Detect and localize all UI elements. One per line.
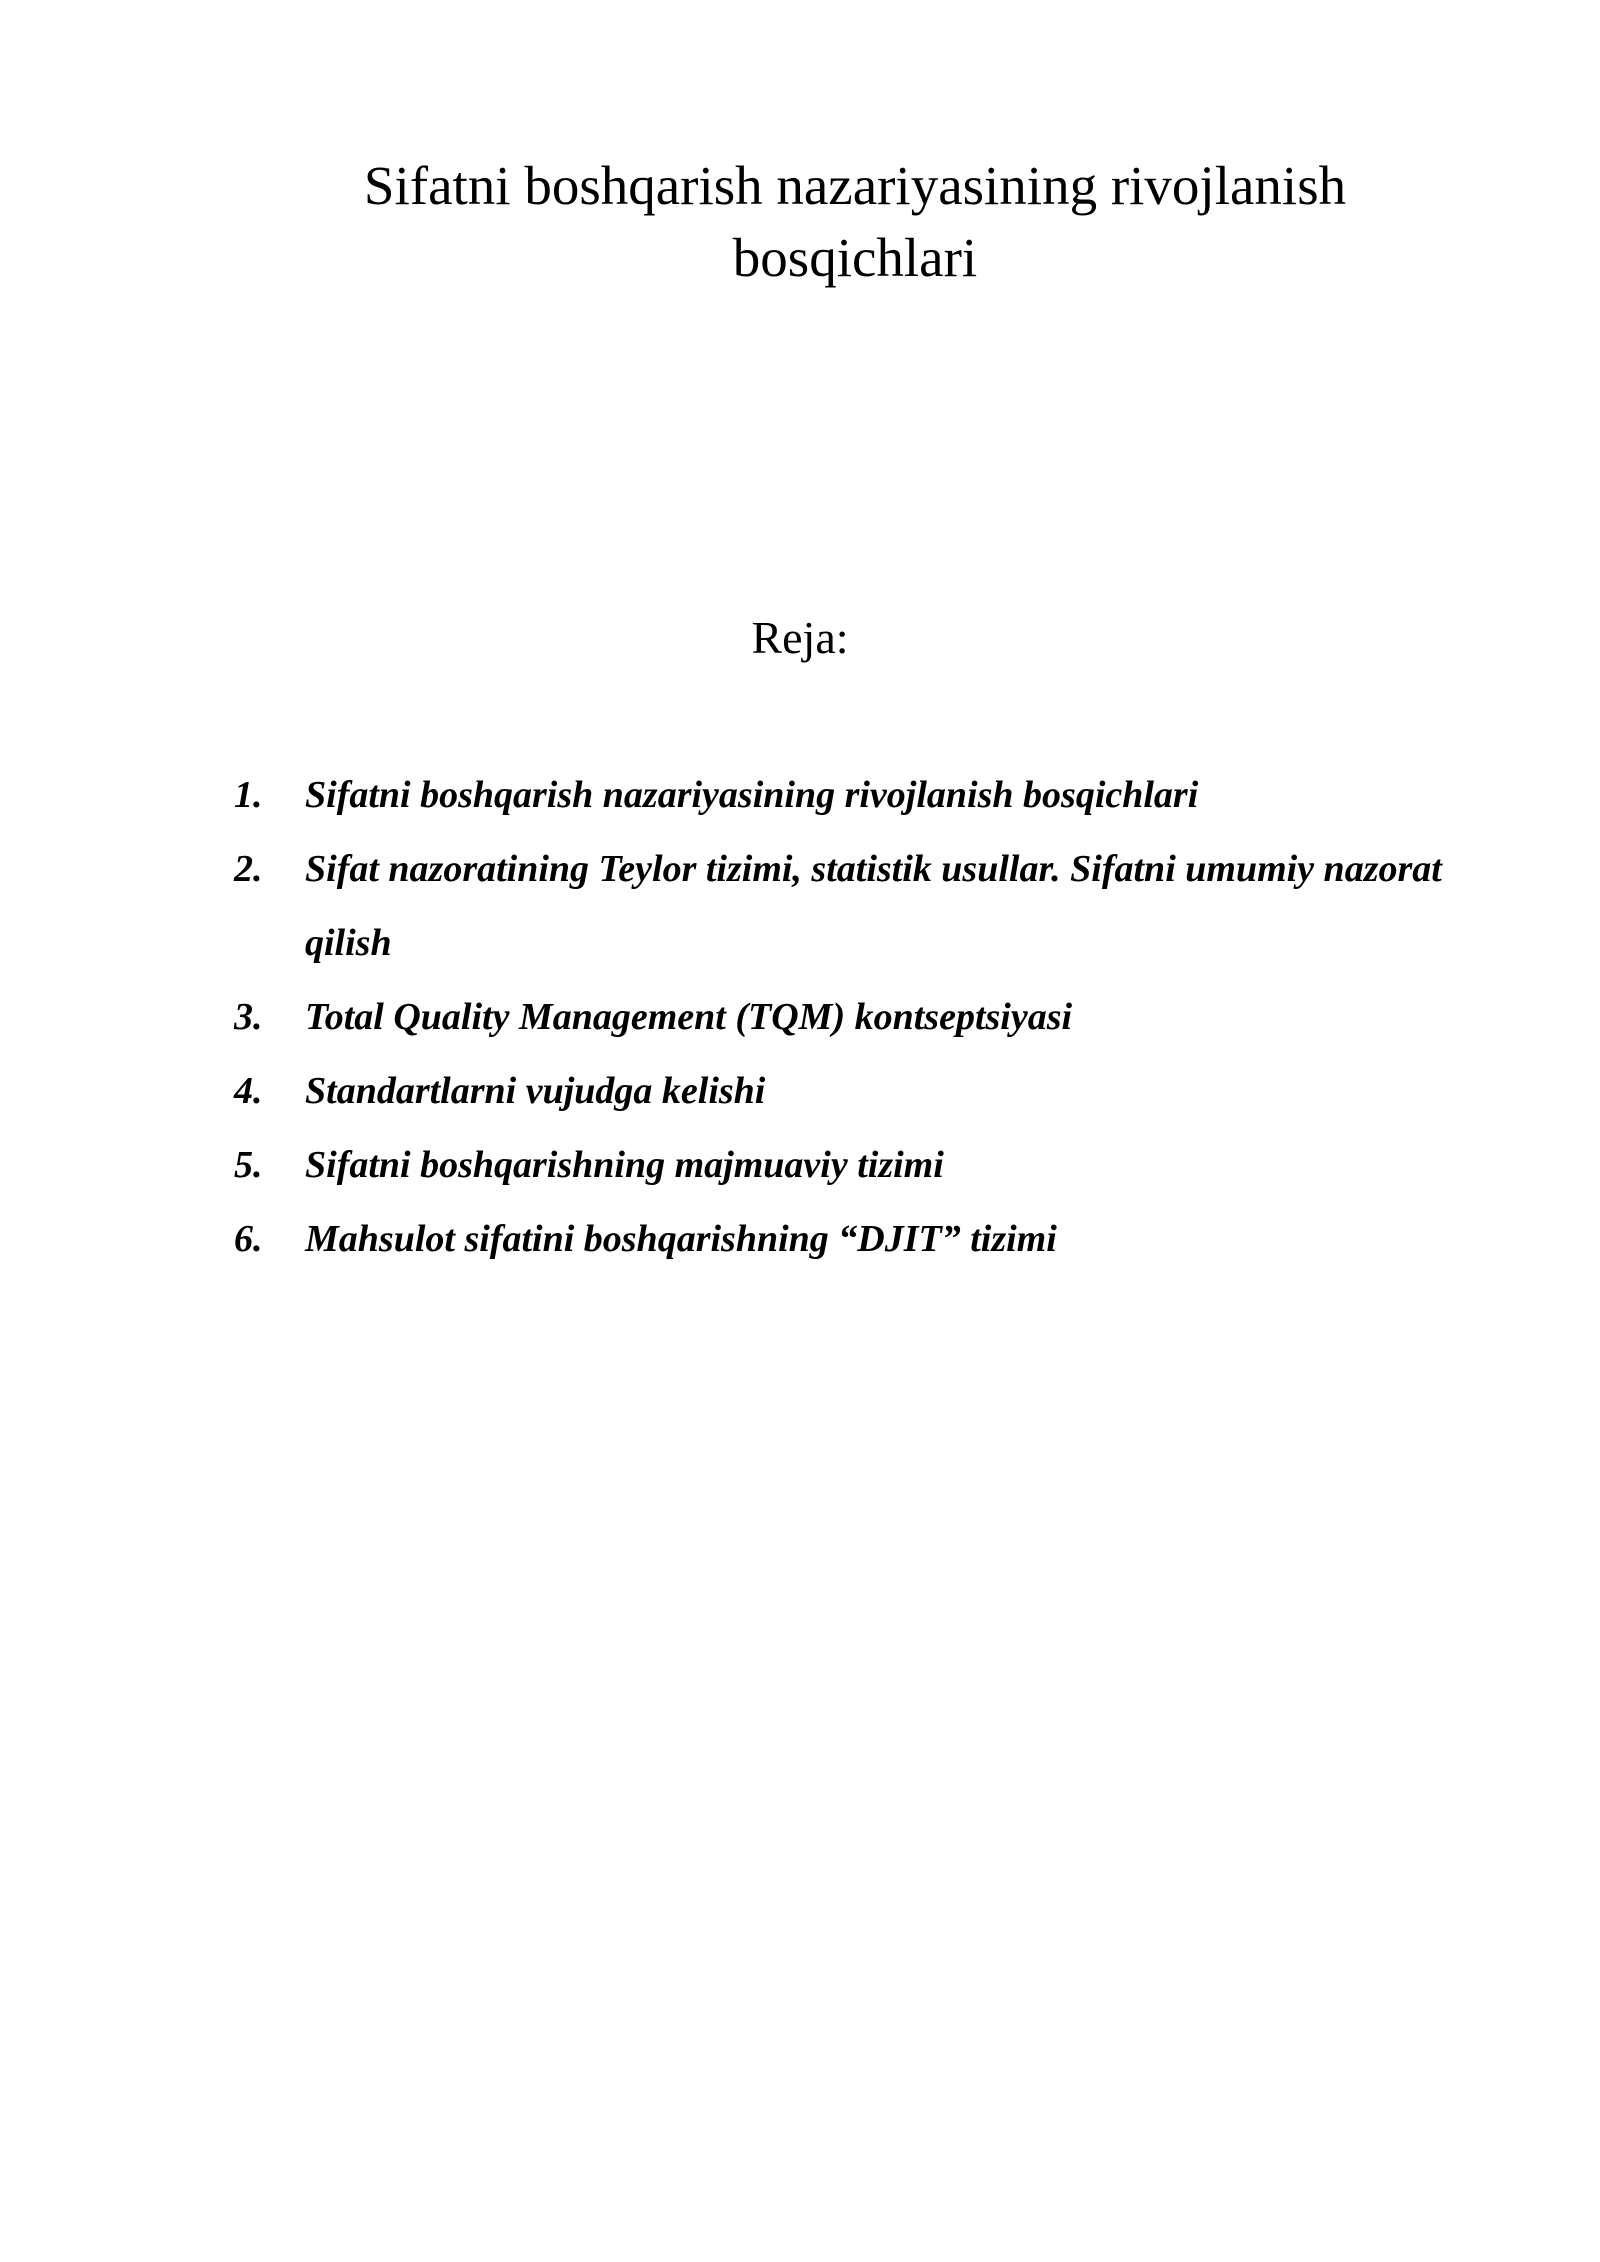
plan-item-text: Total Quality Management (TQM) kontseptsiyasi [305,996,1073,1038]
plan-item-text: Standartlarni vujudga kelishi [305,1070,766,1112]
plan-item-number: 3. [234,996,263,1038]
plan-item-text: Mahsulot sifatini boshqarishning “DJIT” tizimi [305,1218,1057,1260]
plan-item-text: Sifat nazoratining Teylor tizimi, statistik usullar. Sifatni umumiy nazorat qilish [305,848,1442,964]
plan-heading: Reja: [751,612,849,663]
plan-item-text: Sifatni boshqarish nazariyasining rivojlanish bosqichlari [305,774,1199,816]
plan-item-text: Sifatni boshqarishning majmuaviy tizimi [305,1144,944,1186]
plan-item-5 [0,1128,1600,1202]
plan-list [0,758,1600,1276]
plan-item-number: 5. [234,1144,263,1186]
plan-item-4 [0,1054,1600,1128]
plan-item-number: 2. [234,848,263,890]
plan-item-6 [0,1202,1600,1276]
plan-item-2 [0,832,1600,980]
plan-item-number: 1. [234,774,263,816]
plan-item-number: 6. [234,1218,263,1260]
document-title: Sifatni boshqarish nazariyasining rivojlanish bosqichlari [363,155,1347,288]
plan-item-number: 4. [234,1070,263,1112]
plan-item-3 [0,980,1600,1054]
plan-item-1 [0,758,1600,832]
